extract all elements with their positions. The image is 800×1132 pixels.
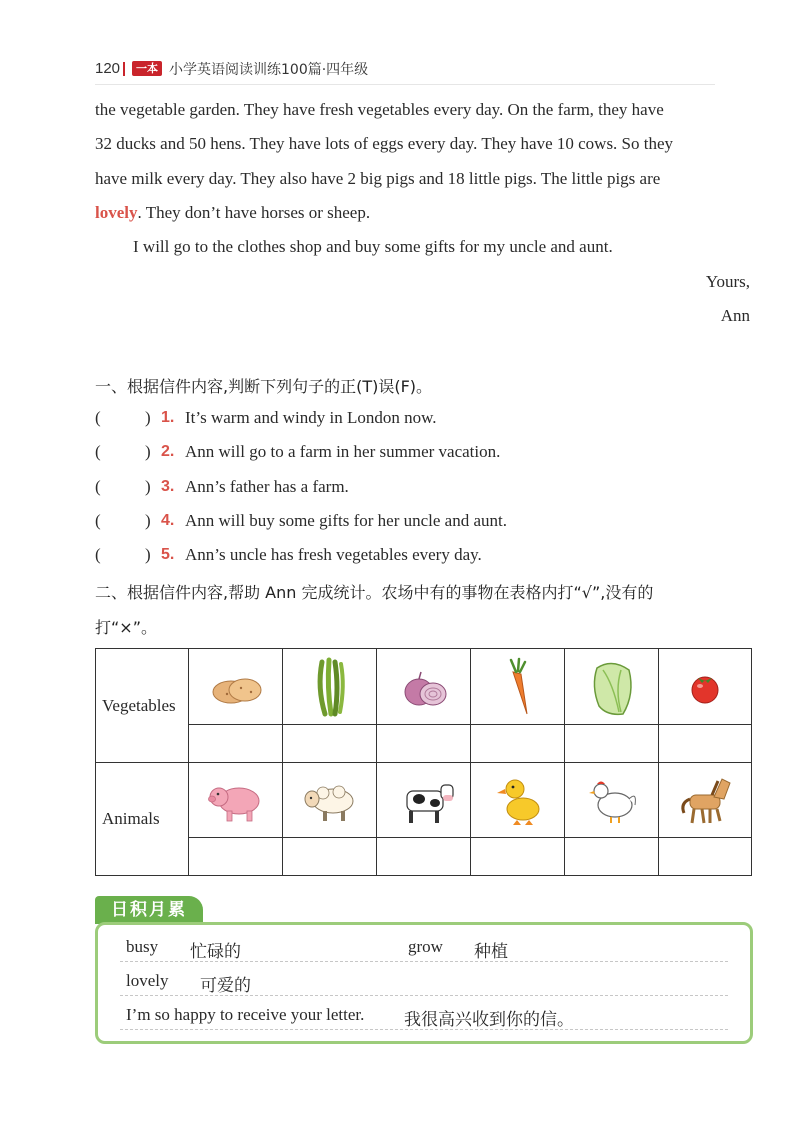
answer-blank-close: ) xyxy=(145,477,151,496)
question-number: 2. xyxy=(161,443,175,460)
onion-icon xyxy=(389,656,459,718)
green-bean-icon xyxy=(295,656,365,718)
question-text: Ann will buy some gifts for her uncle and aunt. xyxy=(185,511,507,530)
vocab-tag: 日积月累 xyxy=(95,896,203,924)
answer-cell[interactable] xyxy=(189,838,283,876)
header-divider xyxy=(123,62,125,76)
answer-cell[interactable] xyxy=(659,725,752,763)
sheep-cell xyxy=(283,763,377,838)
pig-cell xyxy=(189,763,283,838)
cabbage-cell xyxy=(565,649,659,725)
passage-line-4 xyxy=(95,203,370,223)
section-2-title: 二、根据信件内容,帮助 Ann 完成统计。农场中有的事物在表格内打“√”,没有的 xyxy=(95,583,654,602)
answer-blank-open[interactable]: ( xyxy=(95,442,101,461)
question-number: 4. xyxy=(161,512,175,529)
cow-cell xyxy=(377,763,471,838)
page-number: 120 xyxy=(95,60,121,77)
passage-line-1: the vegetable garden. They have fresh vegetables every day. On the farm, they have xyxy=(95,100,664,119)
answer-cell[interactable] xyxy=(283,725,377,763)
vocab-meaning: 忙碌的 xyxy=(190,942,241,961)
vocab-meaning: 种植 xyxy=(474,942,508,961)
vocab-meaning: 可爱的 xyxy=(200,976,251,995)
answer-cell[interactable] xyxy=(659,838,752,876)
horse-cell xyxy=(659,763,752,838)
page-header xyxy=(95,58,715,85)
vocab-line-2 xyxy=(120,967,728,996)
question-number: 1. xyxy=(161,409,175,426)
answer-cell[interactable] xyxy=(377,838,471,876)
answer-blank-open[interactable]: ( xyxy=(95,408,101,427)
section-2-title-cont: 打“×”。 xyxy=(95,618,157,637)
question-text: It’s warm and windy in London now. xyxy=(185,408,437,427)
letter-closing: Yours, xyxy=(705,272,750,291)
question-number: 3. xyxy=(161,478,175,495)
sheep-icon xyxy=(295,769,365,831)
green-bean-cell xyxy=(283,649,377,725)
letter-signature: Ann xyxy=(720,306,750,325)
animals-label: Animals xyxy=(96,763,189,876)
question-text: Ann will go to a farm in her summer vacation. xyxy=(185,442,501,461)
potato-cell xyxy=(189,649,283,725)
book-logo: 一本 xyxy=(132,61,162,76)
answer-blank-close: ) xyxy=(145,442,151,461)
answer-blank-open[interactable]: ( xyxy=(95,477,101,496)
vocab-box xyxy=(95,922,753,1044)
answer-cell[interactable] xyxy=(565,838,659,876)
passage-line-2: 32 ducks and 50 hens. They have lots of eggs every day. They have 10 cows. So they xyxy=(95,134,674,153)
answer-blank-open[interactable]: ( xyxy=(95,511,101,530)
vocab-word: grow xyxy=(408,937,443,956)
hen-icon xyxy=(577,769,647,831)
duck-icon xyxy=(483,769,553,831)
carrot-cell xyxy=(471,649,565,725)
onion-cell xyxy=(377,649,471,725)
passage-line-5: I will go to the clothes shop and buy some gifts for my uncle and aunt. xyxy=(133,237,613,256)
hen-cell xyxy=(565,763,659,838)
carrot-icon xyxy=(483,656,553,718)
question-text: Ann’s uncle has fresh vegetables every day. xyxy=(185,545,482,564)
vegetables-label: Vegetables xyxy=(96,649,189,763)
passage-line-4-text: . They don’t have horses or sheep. xyxy=(137,203,371,222)
vocab-word: busy xyxy=(126,937,159,956)
answer-blank-open[interactable]: ( xyxy=(95,545,101,564)
tomato-icon xyxy=(670,656,740,718)
vocab-sentence-en: I’m so happy to receive your letter. xyxy=(126,1005,365,1024)
highlighted-word: lovely xyxy=(95,203,138,222)
potato-icon xyxy=(201,656,271,718)
answer-cell[interactable] xyxy=(283,838,377,876)
answer-blank-close: ) xyxy=(145,408,151,427)
cow-icon xyxy=(389,769,459,831)
farm-table xyxy=(95,648,752,876)
vocab-word: lovely xyxy=(126,971,169,990)
passage-line-3: have milk every day. They also have 2 big pigs and 18 little pigs. The little pigs are xyxy=(95,169,661,188)
vocab-line-3 xyxy=(120,1001,728,1030)
duck-cell xyxy=(471,763,565,838)
horse-icon xyxy=(670,769,740,831)
tomato-cell xyxy=(659,649,752,725)
book-title: 小学英语阅读训练100篇·四年级 xyxy=(169,62,369,78)
vocab-line-1 xyxy=(120,933,728,962)
answer-cell[interactable] xyxy=(565,725,659,763)
cabbage-icon xyxy=(577,656,647,718)
pig-icon xyxy=(201,769,271,831)
answer-cell[interactable] xyxy=(189,725,283,763)
section-1-title: 一、根据信件内容,判断下列句子的正(T)误(F)。 xyxy=(95,377,433,396)
answer-blank-close: ) xyxy=(145,545,151,564)
answer-cell[interactable] xyxy=(471,838,565,876)
answer-cell[interactable] xyxy=(471,725,565,763)
answer-cell[interactable] xyxy=(377,725,471,763)
question-text: Ann’s father has a farm. xyxy=(185,477,349,496)
question-number: 5. xyxy=(161,546,175,563)
answer-blank-close: ) xyxy=(145,511,151,530)
vocab-sentence-cn: 我很高兴收到你的信。 xyxy=(404,1010,574,1029)
